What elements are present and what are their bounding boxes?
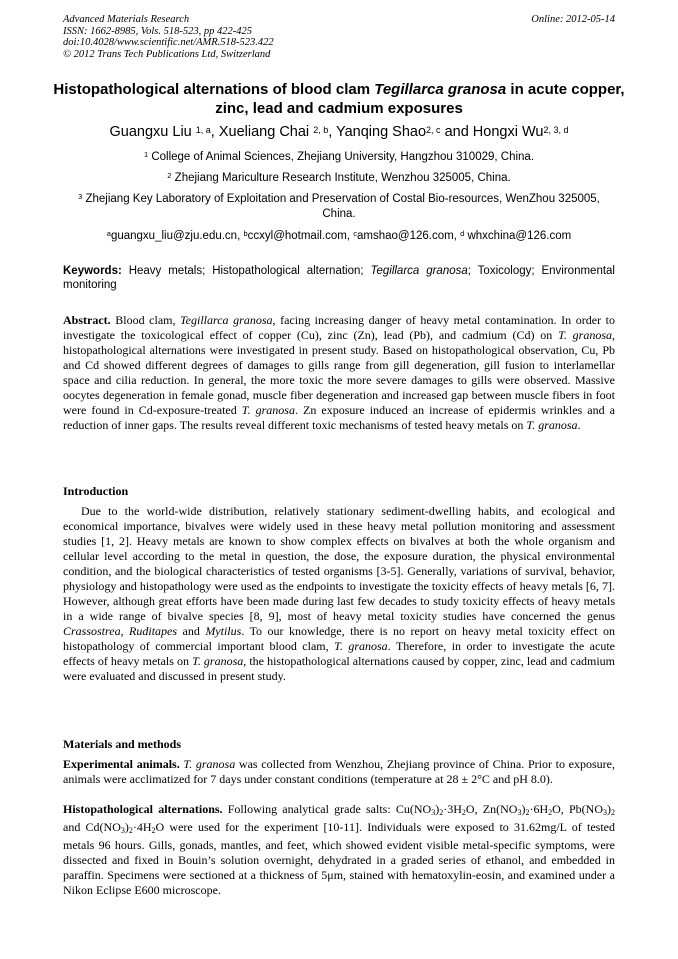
animals-label: Experimental animals. xyxy=(63,757,180,771)
author: Guangxu Liu $^{1, a}$, xyxy=(109,124,219,140)
abstract: Abstract. Blood clam, Tegillarca granosa, facing increasing danger of heavy metal contamination. In order to investigate the toxicological effect of copper (Cu), zinc (Zn), lead (Pb), and cadmium (Cd) on T. granosa, histopathological alternations were investigated in present study. Based on histopathological observation, Cu, Pb and Cd showed different degrees of damages to gills range from gill degeneration, gill fusion to interlamellar space and cilia reduction. In general, the more toxic the more severe damages to gills were observed. Massive oocytes degeneration in female gonad, muscle fiber degeneration and increased gap between muscle fibers in foot were found in Cd-exposure-treated T. granosa. Zn exposure induced an increase of epidermis wrinkles and a reduction of inner gaps. The results reveal different toxic mechanisms of tested heavy metals on T. granosa. xyxy=(63,313,615,432)
histopathology-methods: Histopathological alternations. Following analytical grade salts: $Cu(NO_3)_2\cdot 3H_2O$, $Zn(NO_3)_2\cdot 6H_2O$, $Pb(NO_3)_2$ and $Cd(NO_3)_2\cdot 4H_2O$ were used for the experiment [10-11]. Individuals were exposed to 31.62mg/L of tested metals 96 hours. Gills, gonads, mantles, and feet, which showed evident visible metal-specific symptoms, were dissected and fixed in Bouin’s solution overnight, dehydrated in a graded series of ethanol, and embedded in paraffin. Specimens were sectioned at a thickness of 5μm, stained with hematoxylin-eosin, and examined under a Nikon Eclipse E600 microscope. xyxy=(63,802,616,897)
copyright-line: © 2012 Trans Tech Publications Ltd, Switzerland xyxy=(63,48,271,60)
abstract-label: Abstract. xyxy=(63,313,111,327)
title-text: Histopathological alternations of blood clam xyxy=(53,81,375,98)
introduction-body: Due to the world-wide distribution, relatively stationary sediment-dwelling habits, and ecological and economical importance, bivalves were widely used in these heavy metal pollution monitoring and assessment studies [1, 2]. Heavy metals are known to show complex effects on bivalves at both the whole organism and cellular level according to the metal in question, the dose, the exposure duration, the physical environmental condition, and the biological characteristics of tested organisms [3-5]. Generally, variations of survival, behavior, physiology and histopathology were used as the endpoints to investigate the toxicity effects of heavy metals [6, 7]. However, although great efforts have been made during last few decades to study toxicity effects of heavy metals in a wide range of bivalve species [8, 9], most of heavy metal toxicity studies have concerned the genus Crassostrea, Ruditapes and Mytilus. To our knowledge, there is no report on heavy metal toxicity effect on histopathology of commercial important blood clam, T. granosa. Therefore, in order to investigate the acute effects of heavy metals on T. granosa, the histopathological alternations caused by copper, zinc, lead and cadmium were evaluated and discussed in present study. xyxy=(63,504,616,683)
histo-label: Histopathological alternations. xyxy=(63,802,223,816)
doi-line: doi:10.4028/www.scientific.net/AMR.518-523.422 xyxy=(63,37,274,48)
issn-line: ISSN: 1662-8985, Vols. 518-523, pp 422-425 xyxy=(63,25,252,37)
email-link[interactable]: guangxu_liu@zju.edu.cn, xyxy=(110,230,244,242)
author: Hongxi Wu$^{2, 3, d}$ xyxy=(472,124,569,140)
affiliation-1: $^1$ College of Animal Sciences, Zhejiang University, Hangzhou 310029, China. xyxy=(143,150,535,163)
author: Xueliang Chai $^{2, b}$, xyxy=(218,124,336,140)
experimental-animals: Experimental animals. T. granosa was collected from Wenzhou, Zhejiang province of China. Prior to exposure, animals were acclimatized for 7 days under constant conditions (temperature at 28 ± 2°C and pH 8.0). xyxy=(63,757,615,786)
methods-heading: Materials and methods xyxy=(63,737,181,751)
paper-title xyxy=(40,80,638,118)
keywords: Keywords: Heavy metals; Histopathological alternation; Tegillarca granosa; Toxicology; Environmental monitoring xyxy=(63,265,615,291)
title-species: Tegillarca granosa xyxy=(374,81,507,98)
affiliation-2: $^2$ Zhejiang Mariculture Research Institute, Wenzhou 325005, China. xyxy=(167,171,511,184)
online-date: Online: 2012-05-14 xyxy=(531,14,615,25)
email-list: $^a$guangxu_liu@zju.edu.cn, $^b$ccxyl@hotmail.com, $^c$amshao@126.com, $^d$ whxchina@126.com xyxy=(106,229,572,242)
journal-name: Advanced Materials Research xyxy=(63,14,190,25)
email-link[interactable]: ccxyl@hotmail.com, xyxy=(247,230,354,242)
email-link[interactable]: whxchina@126.com xyxy=(464,230,572,242)
introduction-heading: Introduction xyxy=(63,484,129,498)
affiliation-3: $^3$ Zhejiang Key Laboratory of Exploitation and Preservation of Costal Bio-resources, WenZhou 325005, China. xyxy=(78,192,600,220)
email-link[interactable]: amshao@126.com, xyxy=(357,230,461,242)
keywords-label: Keywords: xyxy=(63,265,122,277)
journal-header xyxy=(63,14,615,60)
author-list xyxy=(40,123,638,141)
title-text-end: in acute copper, zinc, lead and cadmium exposures xyxy=(215,81,625,117)
author: Yanqing Shao$^{2, c}$ and xyxy=(336,124,473,140)
